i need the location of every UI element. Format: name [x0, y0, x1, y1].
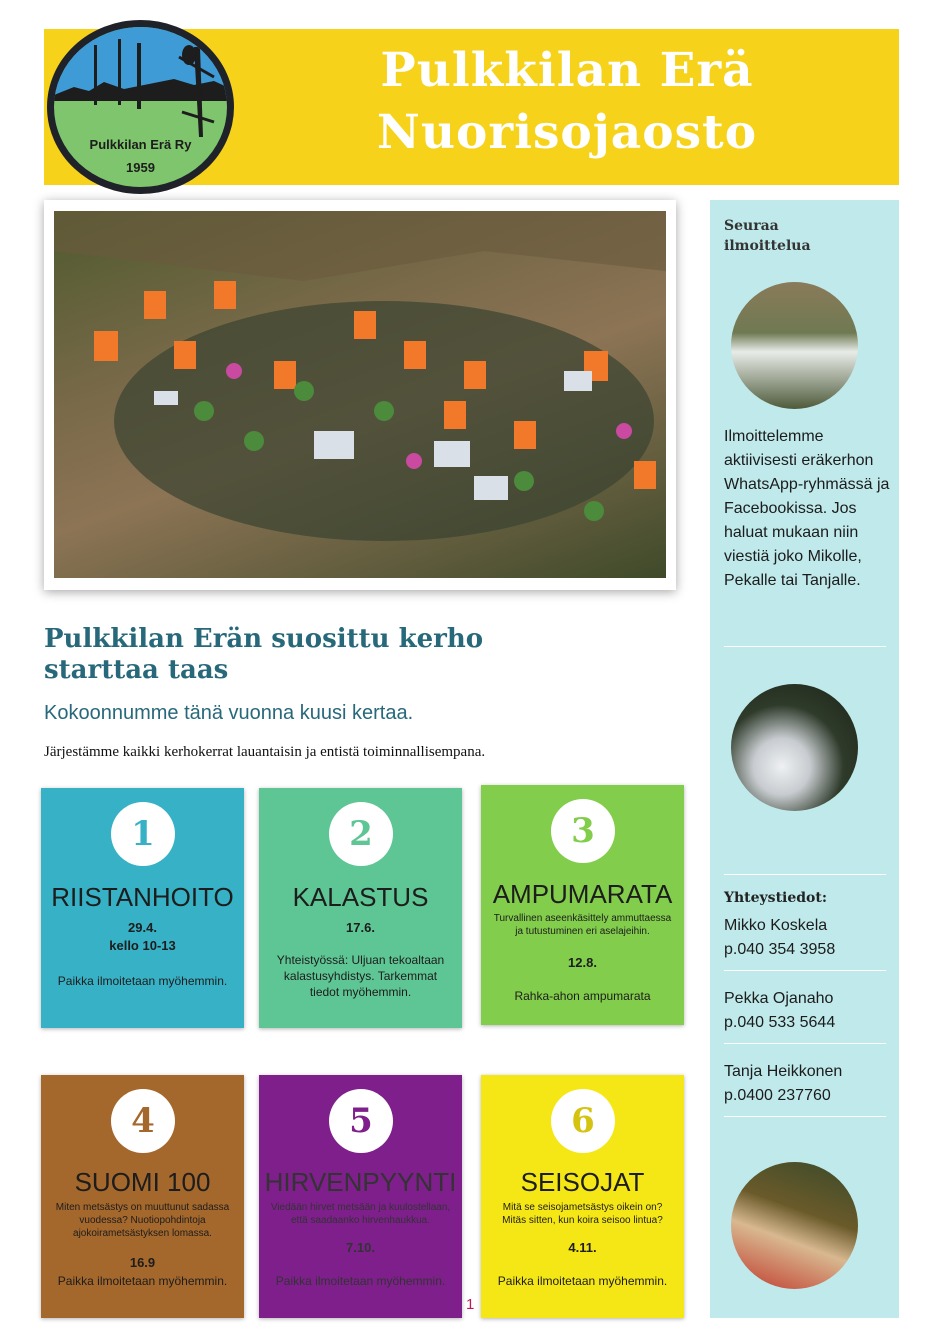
event-date: 17.6. — [346, 920, 375, 935]
article-headline — [44, 624, 604, 686]
contact-mikko — [724, 914, 835, 962]
event-date: 29.4. — [128, 920, 157, 935]
contact-tanja — [724, 1060, 842, 1108]
logo-emblem — [54, 27, 227, 187]
sidebar-heading — [724, 216, 811, 256]
sidebar-divider — [724, 1116, 886, 1117]
event-title: SUOMI 100 — [74, 1167, 211, 1197]
sidebar-divider — [724, 646, 886, 647]
event-card-5 — [259, 1075, 462, 1318]
page-title — [282, 40, 852, 164]
group-photo-frame — [44, 200, 676, 590]
stream-photo — [731, 282, 858, 409]
contact-name: Mikko Koskela — [724, 917, 828, 934]
sidebar-divider — [724, 1043, 886, 1044]
event-number-badge: 3 — [551, 799, 615, 863]
title-line-2: Nuorisojaosto — [376, 105, 758, 160]
dog-photo — [731, 684, 858, 811]
article-intro: Järjestämme kaikki kerhokerrat lauantaisin ja entistä toiminnallisempana. — [44, 744, 486, 760]
contact-pekka — [724, 987, 835, 1035]
headline-line-2: starttaa taas — [44, 655, 229, 685]
event-card-1 — [41, 788, 244, 1028]
event-time: kello 10-13 — [109, 938, 176, 953]
event-title: AMPUMARATA — [492, 879, 673, 909]
event-title: KALASTUS — [292, 882, 429, 912]
event-description: Viedään hirvet metsään ja kuulostellaan, että saadaanko hirvenhaukkua. — [270, 1202, 451, 1226]
event-title: RIISTANHOITO — [51, 882, 234, 912]
event-location: Paikka ilmoitetaan myöhemmin. — [497, 1274, 668, 1288]
sidebar-divider — [724, 970, 886, 971]
event-number-badge: 2 — [329, 802, 393, 866]
event-date: 16.9 — [129, 1255, 156, 1270]
contact-phone: p.0400 237760 — [724, 1087, 831, 1104]
contact-name: Tanja Heikkonen — [724, 1063, 843, 1080]
title-line-1: Pulkkilan Erä — [380, 43, 754, 98]
logo-year: 1959 — [126, 160, 155, 175]
event-number-badge: 4 — [111, 1089, 175, 1153]
event-card-6 — [481, 1075, 684, 1318]
event-date: 4.11. — [568, 1240, 597, 1255]
event-description: Yhteistyössä: Uljuan tekoaltaan kalastusyhdistys. Tarkemmat tiedot myöhemmin. — [276, 953, 445, 999]
event-number-badge: 1 — [111, 802, 175, 866]
contact-name: Pekka Ojanaho — [724, 990, 834, 1007]
page-number: 1 — [466, 1296, 475, 1313]
article-subhead: Kokoonnumme tänä vuonna kuusi kertaa. — [44, 702, 414, 724]
sidebar-divider — [724, 874, 886, 875]
event-number-badge: 5 — [329, 1089, 393, 1153]
contacts-heading: Yhteystiedot: — [724, 890, 828, 906]
event-date: 7.10. — [346, 1240, 375, 1255]
event-date: 12.8. — [568, 955, 597, 970]
sidebar-heading-line-1: Seuraa — [724, 218, 779, 234]
sidebar-text: Ilmoittelemme aktiivisesti eräkerhon WhatsApp-ryhmässä ja Facebookissa. Jos haluat mukaan niin viestiä joko Mikolle, Pekalle tai Tanjalle. — [724, 428, 890, 589]
fish-photo — [731, 1162, 858, 1289]
logo-name: Pulkkilan Erä Ry — [89, 137, 192, 152]
event-card-3 — [481, 785, 684, 1025]
event-location: Paikka ilmoitetaan myöhemmin. — [57, 1274, 228, 1288]
event-description: Miten metsästys on muuttunut sadassa vuodessa? Nuotiopohdintoja ajokoirametsästyksen lomassa. — [55, 1202, 230, 1239]
sidebar — [710, 200, 899, 1318]
group-photo-image — [54, 211, 666, 578]
event-location: Paikka ilmoitetaan myöhemmin. — [275, 1274, 446, 1288]
event-location: Rahka-ahon ampumarata — [514, 989, 651, 1003]
contact-phone: p.040 533 5644 — [724, 1014, 836, 1031]
event-card-4 — [41, 1075, 244, 1318]
group-photo — [54, 211, 666, 578]
event-title: SEISOJAT — [520, 1167, 645, 1197]
event-description: Turvallinen aseenkäsittely ammuttaessa ja tutustuminen eri aselajeihin. — [493, 913, 672, 937]
headline-line-1: Pulkkilan Erän suosittu kerho — [44, 624, 484, 654]
event-description: Mitä se seisojametsästys oikein on? Mitäs sitten, kun koira seisoo lintua? — [502, 1202, 663, 1226]
sidebar-heading-line-2: ilmoittelua — [724, 238, 811, 254]
event-title: HIRVENPYYNTI — [264, 1167, 457, 1197]
event-location: Paikka ilmoitetaan myöhemmin. — [57, 974, 228, 988]
event-card-2 — [259, 788, 462, 1028]
event-number-badge: 6 — [551, 1089, 615, 1153]
contact-phone: p.040 354 3958 — [724, 941, 836, 958]
club-logo — [47, 20, 234, 194]
